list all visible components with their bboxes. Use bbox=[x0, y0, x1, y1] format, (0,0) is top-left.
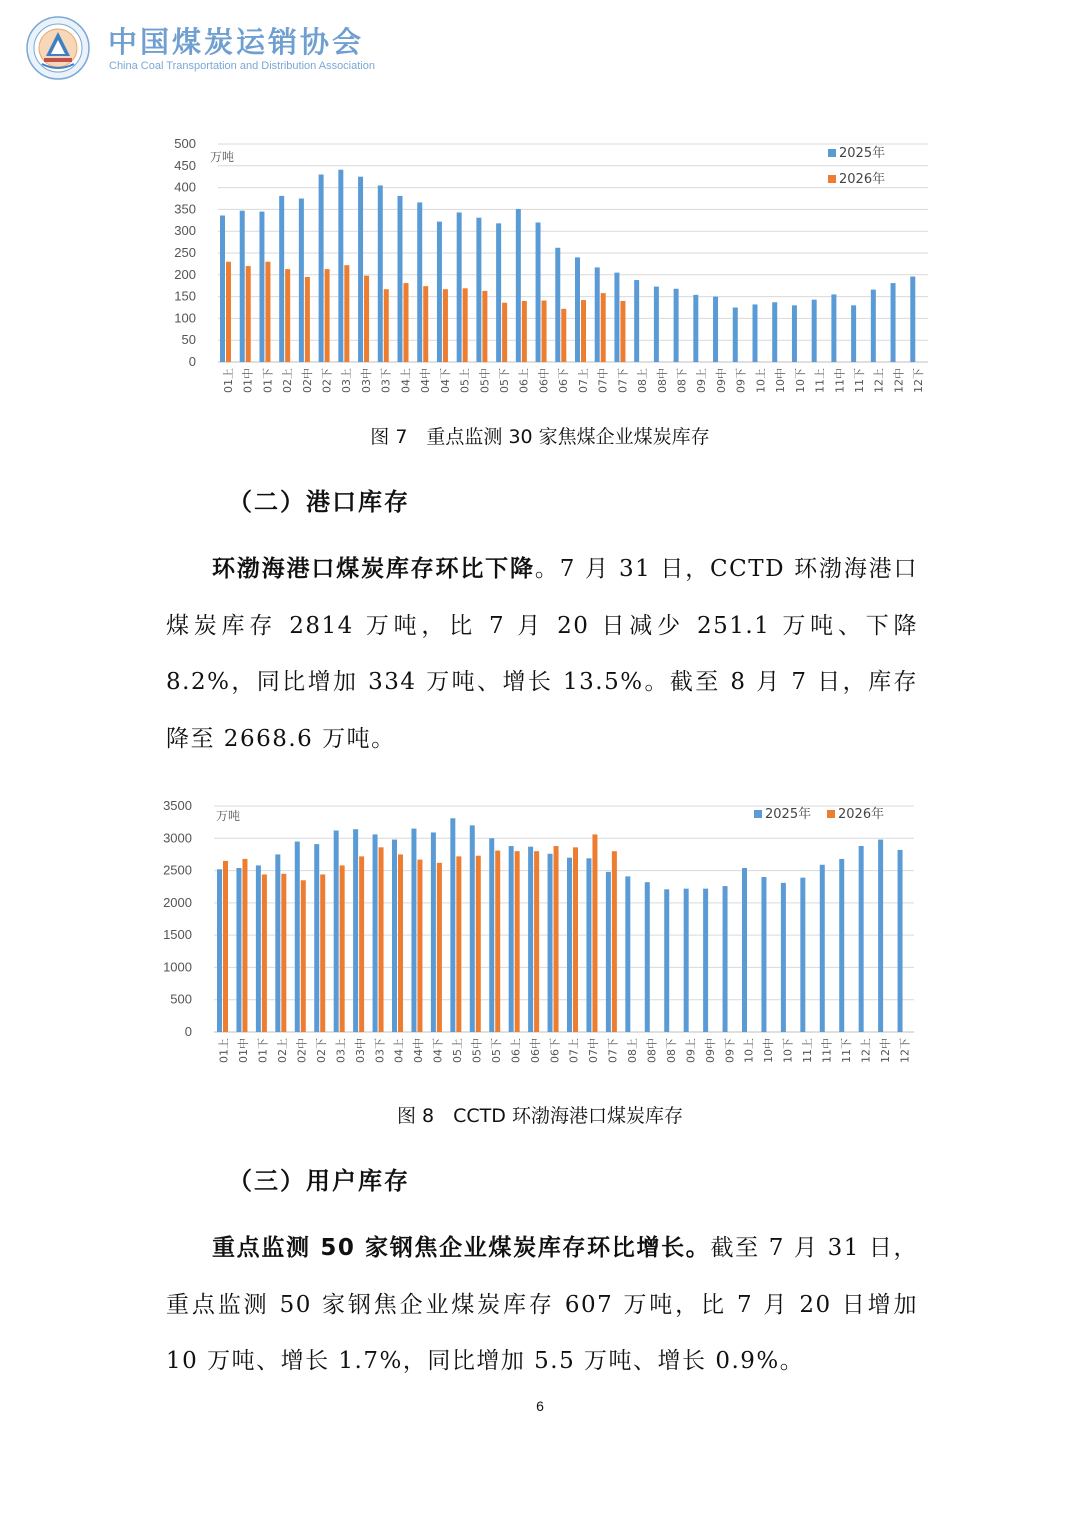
bar-series1-08下 bbox=[664, 889, 669, 1032]
x-tick-label: 07中 bbox=[596, 368, 610, 393]
chart-svg bbox=[160, 134, 940, 404]
bar-series2-04上 bbox=[404, 283, 409, 362]
y-tick-label: 2000 bbox=[163, 894, 192, 910]
bar-series1-07下 bbox=[606, 872, 611, 1032]
bar-series2-04下 bbox=[437, 863, 442, 1032]
section-title-port-inventory: （二）港口库存 bbox=[228, 488, 410, 516]
x-tick-label: 03下 bbox=[373, 1038, 387, 1063]
bar-series1-01上 bbox=[220, 216, 225, 362]
y-tick-label: 500 bbox=[174, 136, 196, 151]
x-tick-label: 10下 bbox=[781, 1038, 795, 1063]
bar-series1-09上 bbox=[693, 295, 698, 362]
x-tick-label: 02上 bbox=[281, 368, 295, 393]
x-tick-label: 10中 bbox=[762, 1038, 776, 1063]
bar-series2-03中 bbox=[359, 856, 364, 1032]
x-tick-label: 05中 bbox=[470, 1038, 484, 1063]
x-tick-label: 12下 bbox=[912, 368, 926, 393]
legend-label: 2025年 bbox=[765, 807, 812, 822]
bar-series2-01中 bbox=[242, 859, 247, 1032]
bar-series1-06中 bbox=[536, 222, 541, 362]
x-tick-label: 11上 bbox=[801, 1038, 815, 1063]
x-tick-label: 11下 bbox=[839, 1038, 853, 1063]
bar-series2-01下 bbox=[262, 874, 267, 1032]
x-tick-label: 04上 bbox=[392, 1038, 406, 1063]
x-tick-label: 02中 bbox=[300, 368, 314, 393]
x-tick-label: 07上 bbox=[567, 1038, 581, 1063]
bar-series1-12中 bbox=[878, 840, 883, 1032]
coking-coal-inventory-chart bbox=[160, 134, 940, 404]
x-tick-label: 01下 bbox=[261, 368, 275, 393]
x-tick-label: 11中 bbox=[820, 1038, 834, 1063]
bar-series1-10上 bbox=[742, 868, 747, 1032]
x-tick-label: 10上 bbox=[742, 1038, 756, 1063]
y-tick-label: 100 bbox=[174, 310, 196, 326]
bar-series2-07中 bbox=[601, 293, 606, 362]
y-tick-label: 350 bbox=[174, 201, 196, 217]
bar-series1-09中 bbox=[713, 297, 718, 362]
bar-series2-01上 bbox=[223, 861, 228, 1032]
y-tick-label: 450 bbox=[174, 157, 196, 173]
legend-label: 2026年 bbox=[839, 172, 886, 187]
bar-series1-11下 bbox=[851, 305, 856, 362]
bar-series2-05上 bbox=[456, 856, 461, 1032]
y-tick-label: 250 bbox=[174, 245, 196, 260]
x-tick-label: 05下 bbox=[489, 1038, 503, 1063]
x-tick-label: 11中 bbox=[833, 368, 847, 393]
bar-series1-10中 bbox=[772, 302, 777, 362]
x-tick-label: 12上 bbox=[859, 1038, 873, 1063]
bar-series1-07上 bbox=[575, 257, 580, 362]
paragraph-lead: 重点监测 50 家钢焦企业煤炭库存环比增长。 bbox=[212, 1235, 711, 1261]
figure-7-caption: 图 7 重点监测 30 家焦煤企业煤炭库存 bbox=[370, 426, 710, 448]
bar-series1-03上 bbox=[334, 831, 339, 1032]
bar-series1-06中 bbox=[528, 847, 533, 1032]
x-tick-label: 08上 bbox=[636, 368, 650, 393]
bar-series2-02下 bbox=[320, 874, 325, 1032]
x-tick-label: 08上 bbox=[626, 1038, 640, 1063]
page-header bbox=[26, 16, 446, 82]
bar-series2-05中 bbox=[482, 291, 487, 362]
y-tick-label: 3500 bbox=[163, 798, 192, 813]
paragraph-body: 截至 7 月 31 日，重点监测 50 家钢焦企业煤炭库存 607 万吨，比 7 月 20 日增加 10 万吨、增长 1.7%，同比增加 5.5 万吨、增长 0.9%。 bbox=[166, 1235, 918, 1374]
bar-series2-06下 bbox=[561, 309, 566, 362]
bar-series1-02下 bbox=[314, 844, 319, 1032]
x-tick-label: 01上 bbox=[221, 368, 235, 393]
x-tick-label: 11上 bbox=[813, 368, 827, 393]
bar-series2-07下 bbox=[612, 851, 617, 1032]
bar-series1-06上 bbox=[509, 846, 514, 1032]
y-tick-label: 1500 bbox=[163, 927, 192, 943]
bar-series2-04下 bbox=[443, 289, 448, 362]
legend-label: 2026年 bbox=[838, 807, 885, 822]
x-tick-label: 03上 bbox=[334, 1038, 348, 1063]
x-tick-label: 09下 bbox=[734, 368, 748, 393]
bar-series1-08中 bbox=[654, 287, 659, 362]
bar-series2-02中 bbox=[305, 277, 310, 362]
bar-series2-02上 bbox=[285, 269, 290, 362]
bar-series2-05上 bbox=[463, 288, 468, 362]
legend-label: 2025年 bbox=[839, 146, 886, 161]
bar-series2-06上 bbox=[515, 851, 520, 1032]
bar-series1-11下 bbox=[839, 859, 844, 1032]
x-tick-label: 02下 bbox=[314, 1038, 328, 1063]
bar-series2-06上 bbox=[522, 301, 527, 362]
bar-series1-09下 bbox=[723, 886, 728, 1032]
x-tick-label: 02下 bbox=[320, 368, 334, 393]
x-tick-label: 05上 bbox=[458, 368, 472, 393]
x-tick-label: 10中 bbox=[774, 368, 788, 393]
bar-series2-06中 bbox=[542, 301, 547, 362]
x-tick-label: 10上 bbox=[754, 368, 768, 393]
bar-series1-06下 bbox=[555, 248, 560, 362]
x-tick-label: 06中 bbox=[537, 368, 551, 393]
bar-series2-02中 bbox=[301, 880, 306, 1032]
bar-series1-11上 bbox=[800, 878, 805, 1032]
x-tick-label: 09上 bbox=[684, 1038, 698, 1063]
bar-series1-08中 bbox=[645, 882, 650, 1032]
bar-series2-02下 bbox=[325, 269, 330, 362]
x-tick-label: 12中 bbox=[878, 1038, 892, 1063]
bar-series1-08下 bbox=[674, 289, 679, 362]
x-tick-label: 03中 bbox=[353, 1038, 367, 1063]
x-tick-label: 05上 bbox=[451, 1038, 465, 1063]
bar-series1-04上 bbox=[392, 840, 397, 1032]
x-tick-label: 08中 bbox=[645, 1038, 659, 1063]
y-tick-label: 2500 bbox=[163, 862, 192, 878]
x-tick-label: 04中 bbox=[412, 1038, 426, 1063]
bar-series2-02上 bbox=[281, 874, 286, 1032]
y-tick-label: 0 bbox=[188, 354, 196, 369]
bar-series1-02中 bbox=[295, 842, 300, 1032]
bar-series1-05下 bbox=[489, 838, 494, 1032]
bar-series1-02中 bbox=[299, 199, 304, 363]
y-unit-label: 万吨 bbox=[216, 809, 241, 823]
x-tick-label: 08中 bbox=[655, 368, 669, 393]
bar-series1-04中 bbox=[417, 202, 422, 362]
bar-series1-12上 bbox=[871, 290, 876, 362]
bohai-port-inventory-chart bbox=[150, 796, 930, 1078]
x-tick-label: 02中 bbox=[295, 1038, 309, 1063]
bar-series1-05上 bbox=[457, 212, 462, 362]
x-tick-label: 09中 bbox=[703, 1038, 717, 1063]
bar-series1-12下 bbox=[910, 277, 915, 362]
bar-series2-05下 bbox=[502, 303, 507, 362]
x-tick-label: 06下 bbox=[548, 1038, 562, 1063]
x-tick-label: 03下 bbox=[379, 368, 393, 393]
bar-series2-01上 bbox=[226, 262, 231, 362]
bar-series2-03上 bbox=[340, 865, 345, 1032]
x-tick-label: 11下 bbox=[852, 368, 866, 393]
bar-series1-05中 bbox=[470, 825, 475, 1032]
bar-series2-03中 bbox=[364, 276, 369, 362]
x-tick-label: 09上 bbox=[695, 368, 709, 393]
legend-swatch bbox=[828, 175, 836, 183]
bar-series1-12上 bbox=[859, 846, 864, 1032]
x-tick-label: 09下 bbox=[723, 1038, 737, 1063]
bar-series1-07下 bbox=[614, 273, 619, 362]
x-tick-label: 12中 bbox=[892, 368, 906, 393]
paragraph-port-inventory bbox=[166, 541, 918, 767]
bar-series1-10中 bbox=[761, 877, 766, 1032]
x-tick-label: 05中 bbox=[478, 368, 492, 393]
x-tick-label: 09中 bbox=[714, 368, 728, 393]
bar-series1-05上 bbox=[450, 818, 455, 1032]
bar-series1-08上 bbox=[634, 280, 639, 362]
y-tick-label: 0 bbox=[184, 1024, 192, 1039]
bar-series1-02下 bbox=[319, 175, 324, 362]
chart-svg bbox=[150, 796, 930, 1078]
bar-series2-05中 bbox=[476, 856, 481, 1032]
bar-series1-10下 bbox=[781, 883, 786, 1032]
bar-series2-06下 bbox=[554, 846, 559, 1032]
x-tick-label: 06中 bbox=[528, 1038, 542, 1063]
bar-series1-01下 bbox=[256, 865, 261, 1032]
legend-swatch bbox=[828, 149, 836, 157]
y-tick-label: 200 bbox=[174, 266, 196, 282]
x-tick-label: 07中 bbox=[587, 1038, 601, 1063]
y-tick-label: 1000 bbox=[163, 959, 192, 975]
x-tick-label: 04下 bbox=[438, 368, 452, 393]
paragraph-body: 。7 月 31 日，CCTD 环渤海港口煤炭库存 2814 万吨，比 7 月 20 日减少 251.1 万吨、下降 8.2%，同比增加 334 万吨、增长 13.5%。截至 8 月 7 日，库存降至 2668.6 万吨。 bbox=[166, 556, 919, 752]
bar-series1-04中 bbox=[411, 829, 416, 1032]
bar-series2-03上 bbox=[344, 265, 349, 362]
bar-series1-07中 bbox=[595, 267, 600, 362]
org-name: 中国煤炭运销协会 bbox=[108, 25, 365, 59]
bar-series1-04上 bbox=[398, 196, 403, 362]
bar-series1-01中 bbox=[240, 211, 245, 362]
x-tick-label: 01下 bbox=[256, 1038, 270, 1063]
bar-series1-07中 bbox=[586, 858, 591, 1032]
x-tick-label: 04下 bbox=[431, 1038, 445, 1063]
y-unit-label: 万吨 bbox=[210, 150, 235, 164]
paragraph-lead: 环渤海港口煤炭库存环比下降 bbox=[212, 556, 535, 582]
bar-series1-02上 bbox=[279, 196, 284, 362]
x-tick-label: 06下 bbox=[557, 368, 571, 393]
bar-series2-04中 bbox=[423, 286, 428, 362]
y-tick-label: 150 bbox=[174, 288, 196, 304]
x-tick-label: 10下 bbox=[793, 368, 807, 393]
x-tick-label: 07下 bbox=[606, 1038, 620, 1063]
bar-series1-03中 bbox=[358, 177, 363, 362]
org-name-english: China Coal Transportation and Distribution Association bbox=[109, 60, 375, 72]
section-title-user-inventory: （三）用户库存 bbox=[228, 1167, 410, 1195]
bar-series2-03下 bbox=[379, 847, 384, 1032]
bar-series1-11中 bbox=[831, 294, 836, 362]
bar-series2-04上 bbox=[398, 854, 403, 1032]
bar-series2-07上 bbox=[581, 300, 586, 362]
y-tick-label: 3000 bbox=[163, 830, 192, 846]
bar-series1-01下 bbox=[259, 212, 264, 362]
bar-series2-07上 bbox=[573, 847, 578, 1032]
x-tick-label: 08下 bbox=[675, 368, 689, 393]
bar-series1-01上 bbox=[217, 869, 222, 1032]
legend-swatch bbox=[754, 810, 762, 818]
figure-8-caption: 图 8 CCTD 环渤海港口煤炭库存 bbox=[397, 1105, 683, 1127]
y-tick-label: 300 bbox=[174, 223, 196, 239]
association-seal-icon bbox=[26, 16, 90, 80]
x-tick-label: 03中 bbox=[359, 368, 373, 393]
y-tick-label: 500 bbox=[170, 991, 192, 1007]
bar-series2-06中 bbox=[534, 851, 539, 1032]
x-tick-label: 05下 bbox=[497, 368, 511, 393]
bar-series1-05下 bbox=[496, 223, 501, 362]
bar-series2-04中 bbox=[417, 860, 422, 1032]
x-tick-label: 08下 bbox=[664, 1038, 678, 1063]
x-tick-label: 07下 bbox=[616, 368, 630, 393]
x-tick-label: 03上 bbox=[340, 368, 354, 393]
bar-series1-08上 bbox=[625, 876, 630, 1032]
bar-series1-11中 bbox=[820, 865, 825, 1032]
bar-series1-06下 bbox=[548, 854, 553, 1032]
bar-series1-02上 bbox=[275, 854, 280, 1032]
bar-series2-07中 bbox=[592, 834, 597, 1032]
x-tick-label: 01中 bbox=[241, 368, 255, 393]
bar-series1-09下 bbox=[733, 308, 738, 363]
bar-series1-04下 bbox=[437, 222, 442, 362]
bar-series1-11上 bbox=[812, 300, 817, 362]
bar-series2-01中 bbox=[246, 266, 251, 362]
bar-series1-03上 bbox=[338, 170, 343, 362]
bar-series1-05中 bbox=[476, 218, 481, 362]
x-tick-label: 01上 bbox=[217, 1038, 231, 1063]
x-tick-label: 12下 bbox=[898, 1038, 912, 1063]
x-tick-label: 04上 bbox=[399, 368, 413, 393]
bar-series1-04下 bbox=[431, 832, 436, 1032]
y-tick-label: 50 bbox=[181, 332, 196, 348]
x-tick-label: 12上 bbox=[872, 368, 886, 393]
bar-series1-09中 bbox=[703, 889, 708, 1032]
bar-series1-09上 bbox=[684, 889, 689, 1032]
x-tick-label: 07上 bbox=[576, 368, 590, 393]
x-tick-label: 06上 bbox=[517, 368, 531, 393]
bar-series1-12下 bbox=[898, 850, 903, 1032]
legend-swatch bbox=[827, 810, 835, 818]
x-tick-label: 01中 bbox=[237, 1038, 251, 1063]
bar-series1-01中 bbox=[236, 868, 241, 1032]
x-tick-label: 02上 bbox=[276, 1038, 290, 1063]
bar-series2-07下 bbox=[620, 301, 625, 362]
bar-series1-10下 bbox=[792, 305, 797, 362]
bar-series1-07上 bbox=[567, 858, 572, 1032]
x-tick-label: 06上 bbox=[509, 1038, 523, 1063]
bar-series1-03中 bbox=[353, 829, 358, 1032]
x-tick-label: 04中 bbox=[419, 368, 433, 393]
bar-series1-10上 bbox=[753, 304, 758, 362]
bar-series1-03下 bbox=[378, 185, 383, 362]
bar-series2-03下 bbox=[384, 289, 389, 362]
bar-series1-12中 bbox=[891, 283, 896, 362]
y-tick-label: 400 bbox=[174, 179, 196, 195]
bar-series1-03下 bbox=[373, 834, 378, 1032]
page-number: 6 bbox=[536, 1398, 544, 1414]
bar-series2-01下 bbox=[265, 262, 270, 362]
paragraph-user-inventory bbox=[166, 1220, 918, 1390]
bar-series2-05下 bbox=[495, 851, 500, 1032]
bar-series1-06上 bbox=[516, 209, 521, 362]
